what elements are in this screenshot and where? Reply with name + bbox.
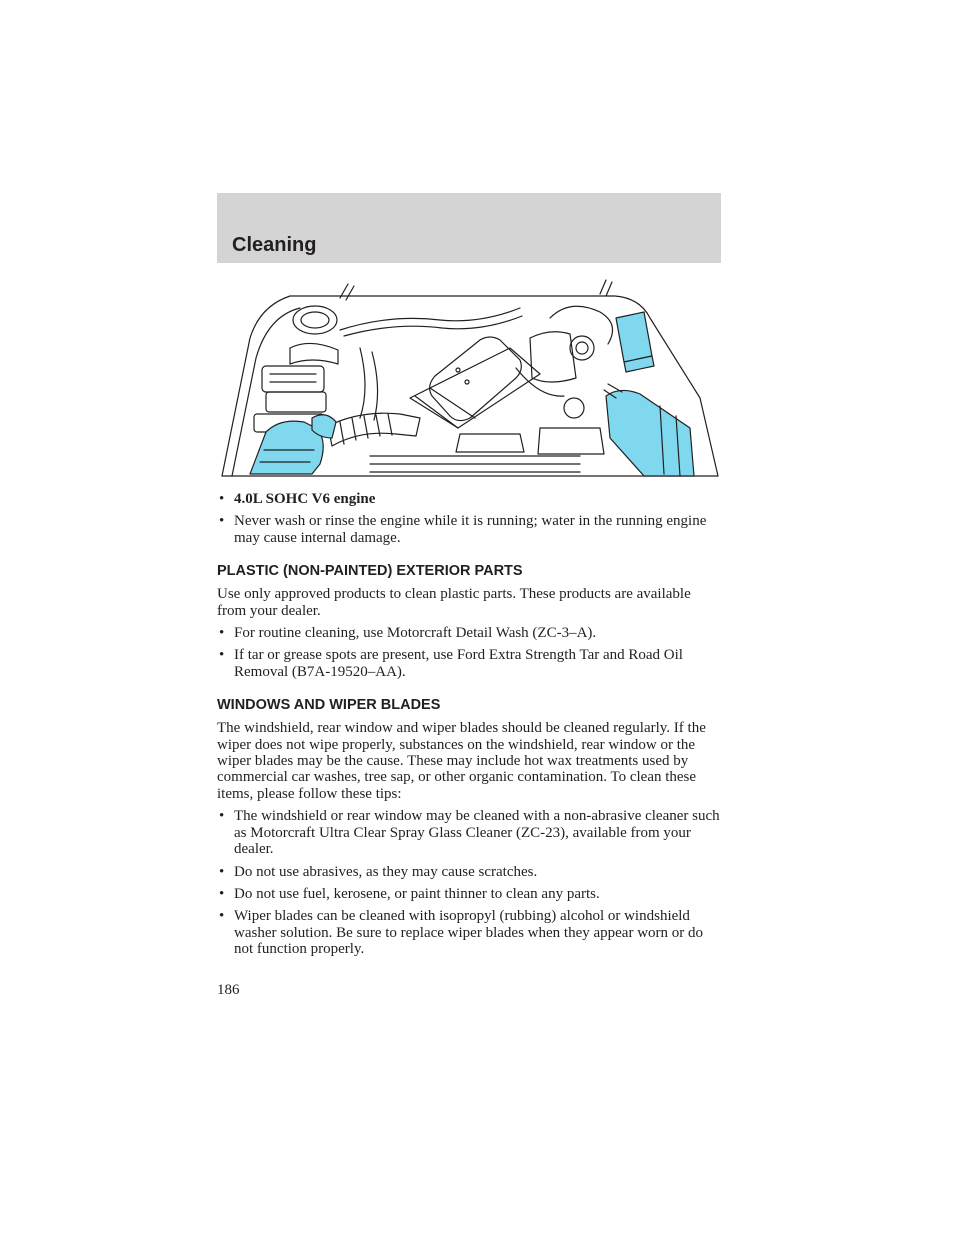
bullet-glyph: • — [219, 625, 225, 642]
windows-wipers-heading: WINDOWS AND WIPER BLADES — [217, 697, 441, 714]
bullet-glyph: • — [219, 647, 225, 664]
plastic-parts-bullet-list — [217, 625, 723, 680]
list-item — [217, 491, 723, 507]
section-header-band — [217, 193, 721, 263]
list-item-text: The windshield or rear window may be cleaned with a non-abrasive cleaner such as Motorcraft Ultra Clear Spray Glass Cleaner (ZC-23), available from your dealer. — [234, 808, 720, 858]
list-item-text: Never wash or rinse the engine while it is running; water in the running engine may cause internal damage. — [234, 513, 707, 546]
list-item-text: Do not use fuel, kerosene, or paint thinner to clean any parts. — [234, 885, 600, 902]
list-item — [217, 513, 723, 546]
bullet-glyph: • — [219, 808, 225, 825]
list-item — [217, 647, 723, 680]
section-title: Cleaning — [232, 234, 317, 256]
engine-label: 4.0L SOHC V6 engine — [234, 491, 376, 507]
plastic-parts-heading: PLASTIC (NON-PAINTED) EXTERIOR PARTS — [217, 563, 523, 580]
list-item — [217, 625, 723, 641]
list-item — [217, 864, 723, 880]
list-item — [217, 886, 723, 902]
plastic-parts-intro: Use only approved products to clean plastic parts. These products are available from your dealer. — [217, 586, 691, 619]
page-number: 186 — [217, 982, 240, 998]
bullet-glyph: • — [219, 513, 225, 530]
list-item-text: If tar or grease spots are present, use Ford Extra Strength Tar and Road Oil Removal (B7A-19520–AA). — [234, 647, 683, 680]
windows-wipers-intro: The windshield, rear window and wiper blades should be cleaned regularly. If the wiper does not wipe properly, substances on the windshield, rear window or the wiper blades may be the cause. These may include hot wax treatments used by commercial car washes, tree sap, or other organic contamination. To clean these items, please follow these tips: — [217, 720, 706, 802]
engine-bullet-list — [217, 491, 723, 546]
bullet-glyph: • — [219, 863, 225, 880]
list-item-text: Wiper blades can be cleaned with isopropyl (rubbing) alcohol or windshield washer solution. Be sure to replace wiper blades when they appear worn or do not function properly. — [234, 908, 704, 958]
engine-compartment-illustration — [220, 278, 720, 482]
list-item — [217, 908, 723, 957]
page-content — [217, 491, 723, 964]
list-item-text: Do not use abrasives, as they may cause scratches. — [234, 863, 538, 880]
list-item-text: For routine cleaning, use Motorcraft Detail Wash (ZC-3–A). — [234, 625, 597, 642]
list-item — [217, 808, 723, 857]
bullet-glyph: • — [219, 885, 225, 902]
bullet-glyph: • — [219, 908, 225, 925]
bullet-glyph: • — [219, 491, 225, 507]
windows-wipers-bullet-list — [217, 808, 723, 957]
